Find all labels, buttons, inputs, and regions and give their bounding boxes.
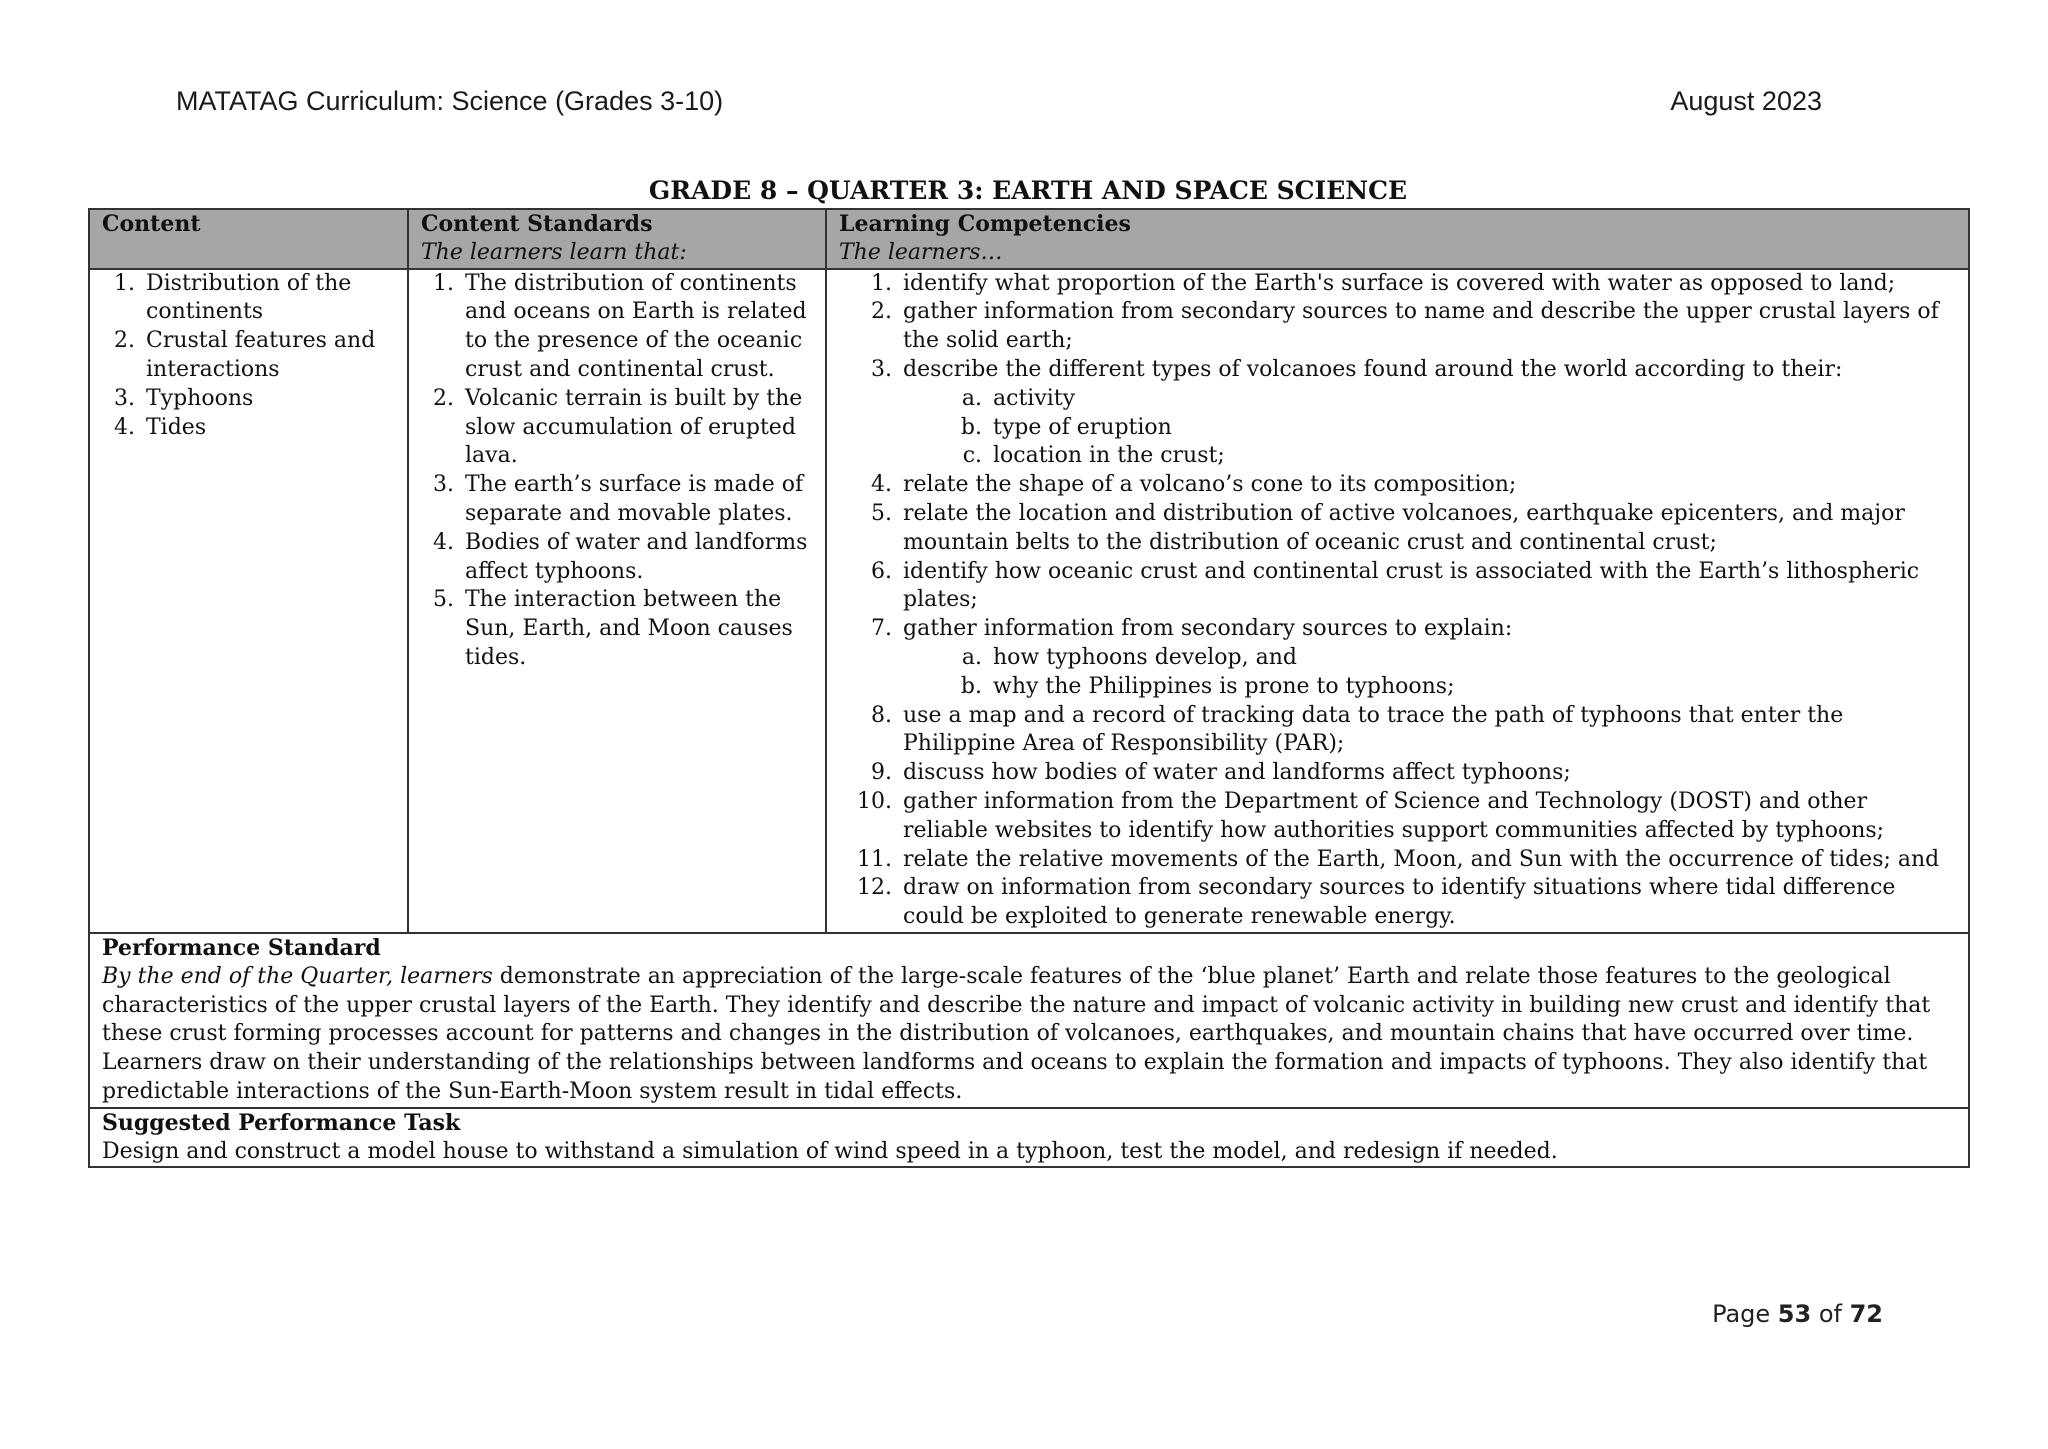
performance-standard-cell bbox=[89, 933, 1969, 1108]
page-number-total: 72 bbox=[1849, 1300, 1883, 1328]
page-number-current: 53 bbox=[1777, 1300, 1812, 1328]
list-item: 6. identify how oceanic crust and continental crust is associated with the Earth’s lithospheric plates; bbox=[899, 558, 1956, 616]
table-header-row bbox=[89, 209, 1969, 269]
list-item: 9. discuss how bodies of water and landforms affect typhoons; bbox=[899, 759, 1956, 788]
column-heading-competencies: Learning Competencies bbox=[839, 211, 1131, 237]
list-item: 8. use a map and a record of tracking data to trace the path of typhoons that enter the Philippine Area of Responsibility (PAR); bbox=[899, 702, 1956, 760]
standards-list bbox=[421, 270, 813, 673]
page-number bbox=[1712, 1300, 1883, 1328]
header-cell-standards bbox=[408, 209, 826, 269]
sub-list-item: b. why the Philippines is prone to typhoons; bbox=[989, 673, 1956, 702]
content-list bbox=[102, 270, 395, 443]
column-heading-content: Content bbox=[102, 211, 201, 237]
performance-task-cell bbox=[89, 1108, 1969, 1168]
list-item: 2. gather information from secondary sources to name and describe the upper crustal layers of the solid earth; bbox=[899, 298, 1956, 356]
sub-list-item: c. location in the crust; bbox=[989, 442, 1956, 471]
running-header-date: August 2023 bbox=[1670, 86, 1822, 116]
list-item-text: gather information from secondary sources to explain: bbox=[903, 616, 1513, 642]
list-item: 1. identify what proportion of the Earth's surface is covered with water as opposed to land; bbox=[899, 270, 1956, 299]
performance-standard-row bbox=[89, 933, 1969, 1108]
list-item bbox=[899, 356, 1956, 471]
list-item-text: describe the different types of volcanoes found around the world according to their: bbox=[903, 356, 1843, 382]
performance-standard-text bbox=[102, 963, 1956, 1107]
performance-standard-body: demonstrate an appreciation of the large-scale features of the ‘blue planet’ Earth and relate those features to the geological characteristics of the upper crustal layers of the Earth. They identify and describe the nature and impact of volcanic activity in building new crust and identify that these crust forming processes account for patterns and changes in the distribution of volcanoes, earthquakes, and mountain chains that have occurred over time. Learners draw on their understanding of the relationships between landforms and oceans to explain the formation and impacts of typhoons. They also identify that predictable interactions of the Sun-Earth-Moon system result in tidal effects. bbox=[102, 963, 1931, 1104]
running-header-title: MATATAG Curriculum: Science (Grades 3-10) bbox=[176, 86, 724, 116]
list-item: 12. draw on information from secondary sources to identify situations where tidal difference could be exploited to generate renewable energy. bbox=[899, 874, 1956, 932]
list-item: 3. Typhoons bbox=[142, 385, 395, 414]
sub-list-item: a. how typhoons develop, and bbox=[989, 644, 1956, 673]
list-item: 2. Crustal features and interactions bbox=[142, 327, 395, 385]
list-item: 1. The distribution of continents and oceans on Earth is related to the presence of the oceanic crust and continental crust. bbox=[461, 270, 813, 385]
sub-list bbox=[903, 385, 1956, 471]
sub-list-item: a. activity bbox=[989, 385, 1956, 414]
performance-task-text: Design and construct a model house to withstand a simulation of wind speed in a typhoon, test the model, and redesign if needed. bbox=[102, 1138, 1558, 1164]
header-cell-content bbox=[89, 209, 408, 269]
performance-task-row bbox=[89, 1108, 1969, 1168]
list-item: 5. The interaction between the Sun, Earth, and Moon causes tides. bbox=[461, 586, 813, 672]
list-item: 10. gather information from the Department of Science and Technology (DOST) and other reliable websites to identify how authorities support communities affected by typhoons; bbox=[899, 788, 1956, 846]
competencies-cell bbox=[826, 269, 1969, 933]
page-number-of: of bbox=[1811, 1300, 1850, 1328]
list-item: 5. relate the location and distribution of active volcanoes, earthquake epicenters, and major mountain belts to the distribution of oceanic crust and continental crust; bbox=[899, 500, 1956, 558]
list-item: 11. relate the relative movements of the Earth, Moon, and Sun with the occurrence of tides; and bbox=[899, 846, 1956, 875]
list-item bbox=[899, 615, 1956, 701]
competencies-list bbox=[839, 270, 1956, 932]
curriculum-table bbox=[88, 208, 1970, 1168]
standards-cell bbox=[408, 269, 826, 933]
performance-standard-lead: By the end of the Quarter, learners bbox=[102, 963, 493, 989]
table-body-row bbox=[89, 269, 1969, 933]
list-item: 2. Volcanic terrain is built by the slow accumulation of erupted lava. bbox=[461, 385, 813, 471]
performance-task-heading: Suggested Performance Task bbox=[102, 1109, 461, 1136]
list-item: 4. Tides bbox=[142, 414, 395, 443]
header-cell-competencies bbox=[826, 209, 1969, 269]
content-cell bbox=[89, 269, 408, 933]
page-title: GRADE 8 – QUARTER 3: EARTH AND SPACE SCIENCE bbox=[648, 176, 1408, 205]
list-item: 3. The earth’s surface is made of separate and movable plates. bbox=[461, 471, 813, 529]
list-item: 1. Distribution of the continents bbox=[142, 270, 395, 328]
sub-list-item: b. type of eruption bbox=[989, 414, 1956, 443]
column-subheading-standards: The learners learn that: bbox=[421, 239, 687, 265]
list-item: 4. Bodies of water and landforms affect typhoons. bbox=[461, 529, 813, 587]
page-number-prefix: Page bbox=[1712, 1300, 1778, 1328]
column-subheading-competencies: The learners… bbox=[839, 239, 1003, 265]
column-heading-standards: Content Standards bbox=[421, 211, 653, 237]
sub-list bbox=[903, 644, 1956, 702]
performance-standard-heading: Performance Standard bbox=[102, 934, 381, 961]
list-item: 4. relate the shape of a volcano’s cone to its composition; bbox=[899, 471, 1956, 500]
